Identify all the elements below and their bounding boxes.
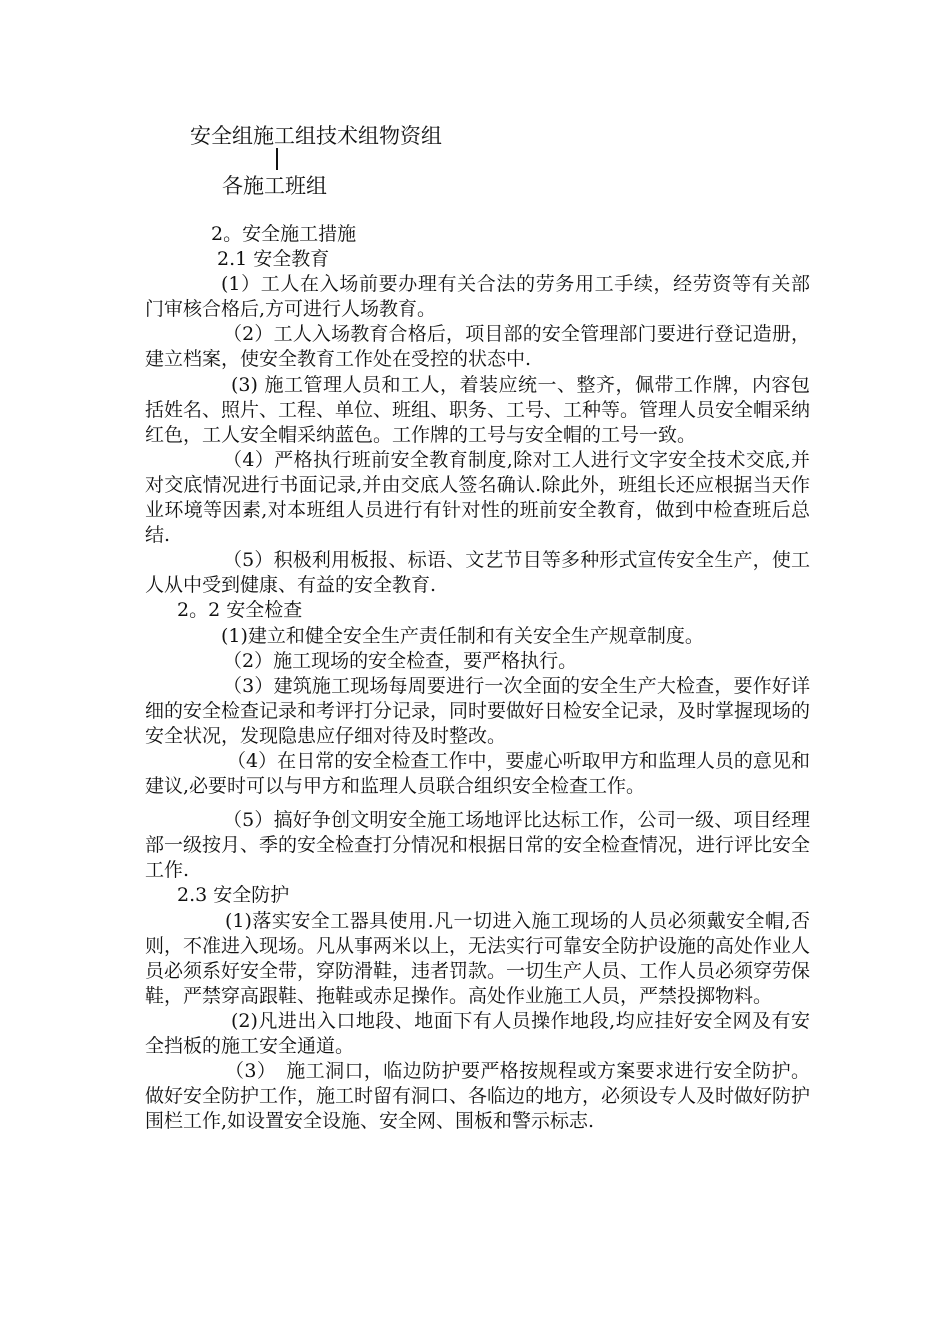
document-body (145, 222, 810, 1134)
subsection-heading-protection: 2.3 安全防护 (177, 884, 290, 907)
paragraph: (3) 施工管理人员和工人，着装应统一、整齐，佩带工作牌，内容包括姓名、照片、工程、单位、班组、职务、工号、工种等。管理人员安全帽采纳红色，工人安全帽采纳蓝色。工作牌的工号与安全帽的工号一致。 (145, 373, 811, 446)
org-chart-bottom-row: 各施工班组 (222, 174, 327, 198)
section-heading: 2。安全施工措施 (211, 223, 357, 245)
paragraph: （3） 施工洞口，临边防护要严格按规程或方案要求进行安全防护。做好安全防护工作，施工时留有洞口、各临边的地方，必须设专人及时做好防护围栏工作,如设置安全设施、安全网、围板和警示标志. (145, 1060, 811, 1133)
paragraph: （2）工人入场教育合格后，项目部的安全管理部门要进行登记造册，建立档案，使安全教育工作处在受控的状态中. (145, 323, 810, 371)
paragraph: （5）积极利用板报、标语、文艺节目等多种形式宣传安全生产，使工人从中受到健康、有益的安全教育. (145, 549, 810, 597)
org-chart-connector-line (276, 148, 278, 170)
paragraph: （2）施工现场的安全检查，要严格执行。 (223, 649, 578, 672)
subsection-heading-education: 2.1 安全教育 (217, 248, 330, 271)
paragraph: （4）严格执行班前安全教育制度,除对工人进行文字安全技术交底,并对交底情况进行书面记录,并由交底人签名确认.除此外，班组长还应根据当天作业环境等因素,对本班组人员进行有针对性的班前安全教育，做到中检查班后总结. (145, 448, 810, 547)
paragraph: (2)凡进出入口地段、地面下有人员操作地段,均应挂好安全网及有安全挡板的施工安全通道。 (145, 1009, 810, 1057)
paragraph: (1)建立和健全安全生产责任制和有关安全生产规章制度。 (221, 624, 704, 647)
paragraph: (1)落实安全工器具使用.凡一切进入施工现场的人员必须戴安全帽,否则，不准进入现场。凡从事两米以上，无法实行可靠安全防护设施的高处作业人员必须系好安全带，穿防滑鞋，违者罚款。一切生产人员、工作人员必须穿劳保鞋，严禁穿高跟鞋、拖鞋或赤足操作。高处作业施工人员，严禁投掷物料。 (145, 909, 811, 1007)
org-chart-top-row: 安全组施工组技术组物资组 (190, 124, 442, 148)
paragraph: （4）在日常的安全检查工作中，要虚心听取甲方和监理人员的意见和建议,必要时可以与甲方和监理人员联合组织安全检查工作。 (145, 749, 810, 798)
subsection-heading-inspection: 2。2 安全检查 (177, 599, 303, 622)
paragraph: (1）工人在入场前要办理有关合法的劳务用工手续，经劳资等有关部门审核合格后,方可进行人场教育。 (145, 273, 810, 321)
paragraph: （5）搞好争创文明安全施工场地评比达标工作，公司一级、项目经理部一级按月、季的安全检查打分情况和根据日常的安全检查情况，进行评比安全工作. (145, 809, 811, 882)
paragraph: （3）建筑施工现场每周要进行一次全面的安全生产大检查，要作好详细的安全检查记录和考评打分记录，同时要做好日检安全记录，及时掌握现场的安全状况，发现隐患应仔细对待及时整改。 (145, 674, 811, 747)
